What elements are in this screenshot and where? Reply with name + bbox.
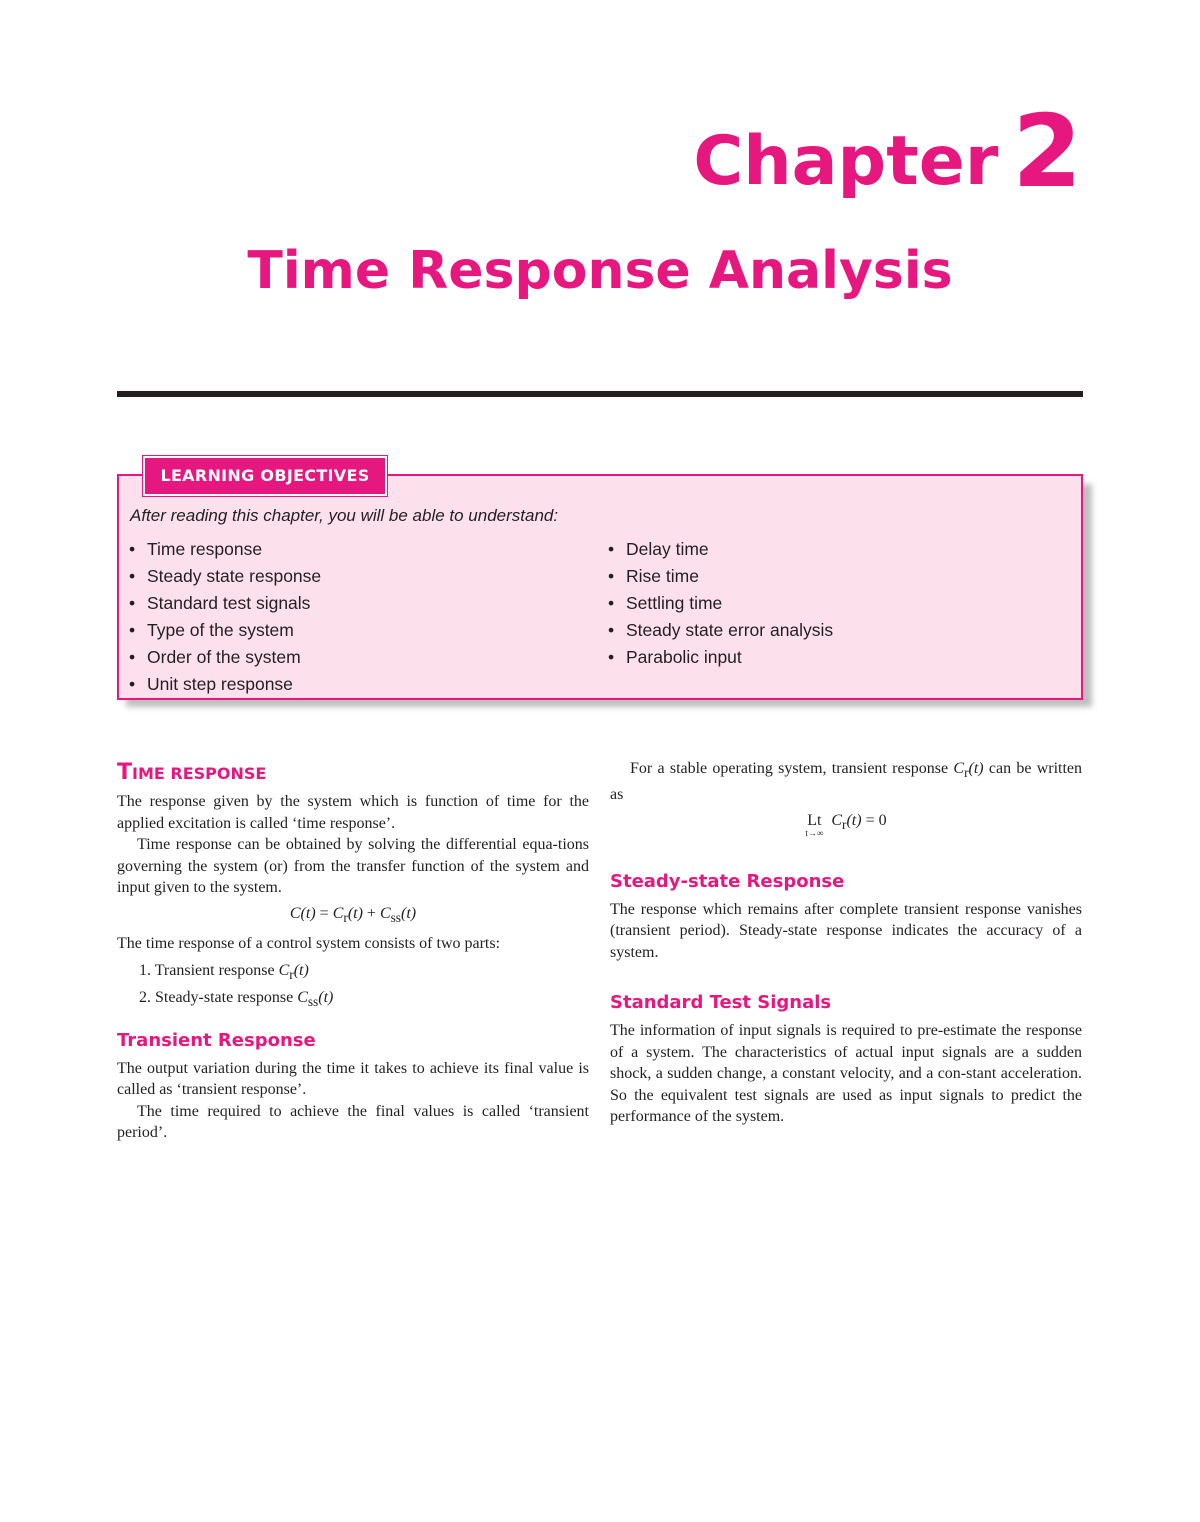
eq-subscript: r bbox=[343, 909, 348, 925]
eq-symbol: C bbox=[289, 904, 301, 922]
bullet-icon: • bbox=[608, 593, 615, 613]
list-item bbox=[117, 987, 589, 1013]
objective-text: Standard test signals bbox=[147, 593, 311, 613]
bullet-icon: • bbox=[129, 593, 136, 613]
bullet-icon: • bbox=[608, 539, 615, 559]
limit-operator bbox=[805, 811, 823, 838]
eq-arg: (t) bbox=[968, 760, 984, 777]
section-heading-transient-response: Transient Response bbox=[117, 1029, 316, 1051]
eq-subscript: ss bbox=[307, 993, 319, 1009]
objective-text: Order of the system bbox=[147, 647, 301, 667]
list-item bbox=[127, 644, 321, 671]
eq-arg: (t) bbox=[846, 812, 862, 830]
paragraph: Time response can be obtained by solving the differential equa-tions governing the system (or) from the transfer function of the system and input given to the system. bbox=[117, 836, 589, 897]
list-item bbox=[606, 563, 833, 590]
paragraph: The time required to achieve the final values is called ‘transient period’. bbox=[117, 1102, 589, 1142]
item-number: 2. bbox=[139, 988, 151, 1006]
objective-text: Delay time bbox=[626, 539, 709, 559]
eq-arg: (t) bbox=[401, 904, 417, 922]
objectives-intro: After reading this chapter, you will be able to understand: bbox=[130, 506, 559, 525]
item-text: Transient response bbox=[154, 962, 275, 980]
objective-text: Settling time bbox=[626, 593, 723, 613]
paragraph: The response which remains after complete transient response vanishes (transient period). Steady-state response indicates the accuracy of a system. bbox=[610, 900, 1082, 961]
section-heading-steady-state: Steady-state Response bbox=[610, 871, 845, 893]
list-item bbox=[606, 644, 833, 671]
paragraph: The output variation during the time it takes to achieve its final value is called as ‘transient response’. bbox=[117, 1059, 589, 1099]
item-number: 1. bbox=[139, 962, 151, 980]
objective-text: Parabolic input bbox=[626, 647, 742, 667]
bullet-icon: • bbox=[129, 674, 136, 694]
eq-subscript: r bbox=[964, 765, 969, 781]
list-item bbox=[127, 617, 321, 644]
objectives-list-right bbox=[606, 536, 833, 671]
eq-subscript: r bbox=[289, 967, 294, 983]
paragraph bbox=[610, 758, 1082, 805]
objective-text: Unit step response bbox=[147, 674, 293, 694]
section-heading-time-response bbox=[117, 758, 589, 785]
chapter-number: 2 bbox=[1012, 93, 1082, 210]
limit-op-text: Lt bbox=[807, 812, 822, 830]
paragraph: The time response of a control system consists of two parts: bbox=[117, 934, 501, 952]
text: For a stable operating system, transient response bbox=[630, 760, 954, 777]
eq-symbol: C bbox=[953, 760, 965, 777]
text: can be written as bbox=[610, 760, 1083, 803]
left-column bbox=[117, 758, 589, 1144]
eq-plus: + bbox=[362, 904, 380, 922]
bullet-icon: • bbox=[608, 566, 615, 586]
section-heading-standard-test-signals: Standard Test Signals bbox=[610, 992, 832, 1014]
list-item bbox=[127, 536, 321, 563]
eq-subscript: r bbox=[842, 817, 847, 833]
objectives-tab: LEARNING OBJECTIVES bbox=[143, 456, 387, 496]
heading-initial: T bbox=[117, 760, 133, 785]
title-divider bbox=[117, 391, 1083, 397]
eq-symbol: C bbox=[332, 904, 344, 922]
bullet-icon: • bbox=[608, 620, 615, 640]
paragraph: The response given by the system which is function of time for the applied excitation is called ‘time response’. bbox=[117, 793, 589, 832]
objective-text: Steady state error analysis bbox=[626, 620, 834, 640]
eq-rhs: = 0 bbox=[861, 812, 887, 830]
list-item bbox=[127, 671, 321, 698]
list-item bbox=[127, 563, 321, 590]
item-text: Steady-state response bbox=[155, 988, 294, 1006]
bullet-icon: • bbox=[129, 620, 136, 640]
eq-symbol: C bbox=[379, 904, 391, 922]
eq-subscript: ss bbox=[390, 909, 401, 925]
eq-equals: = bbox=[315, 904, 333, 922]
bullet-icon: • bbox=[129, 647, 136, 667]
eq-symbol: C bbox=[278, 962, 290, 980]
paragraph: The information of input signals is required to pre-estimate the response of a system. The characteristics of actual input signals are a sudden shock, a sudden change, a constant velocity, and a con-stant acceleration. So the equivalent test signals are used as input signals to predict the performance of the system. bbox=[610, 1022, 1082, 1126]
objective-text: Type of the system bbox=[147, 620, 294, 640]
eq-symbol: C bbox=[831, 812, 842, 830]
eq-arg: (t) bbox=[300, 904, 316, 922]
objective-text: Rise time bbox=[626, 566, 699, 586]
eq-symbol: C bbox=[297, 988, 308, 1006]
list-item bbox=[606, 590, 833, 617]
list-item bbox=[117, 960, 589, 986]
list-item bbox=[606, 617, 833, 644]
bullet-icon: • bbox=[129, 539, 136, 559]
objective-text: Time response bbox=[147, 539, 263, 559]
eq-arg: (t) bbox=[347, 904, 363, 922]
list-item bbox=[606, 536, 833, 563]
parts-list bbox=[117, 960, 589, 1012]
list-item bbox=[127, 590, 321, 617]
limit-equation bbox=[610, 811, 1082, 838]
limit-subscript: t→∞ bbox=[805, 828, 824, 839]
bullet-icon: • bbox=[129, 566, 136, 586]
heading-rest: IME RESPONSE bbox=[132, 764, 267, 783]
eq-arg: (t) bbox=[318, 988, 334, 1006]
objective-text: Steady state response bbox=[147, 566, 322, 586]
equation bbox=[117, 903, 589, 929]
chapter-title: Time Response Analysis bbox=[247, 241, 953, 301]
eq-arg: (t) bbox=[293, 962, 309, 980]
chapter-word: Chapter bbox=[693, 122, 999, 201]
objectives-list-left bbox=[127, 536, 321, 698]
bullet-icon: • bbox=[608, 647, 615, 667]
right-column bbox=[610, 758, 1082, 1128]
chapter-label bbox=[693, 93, 1082, 210]
